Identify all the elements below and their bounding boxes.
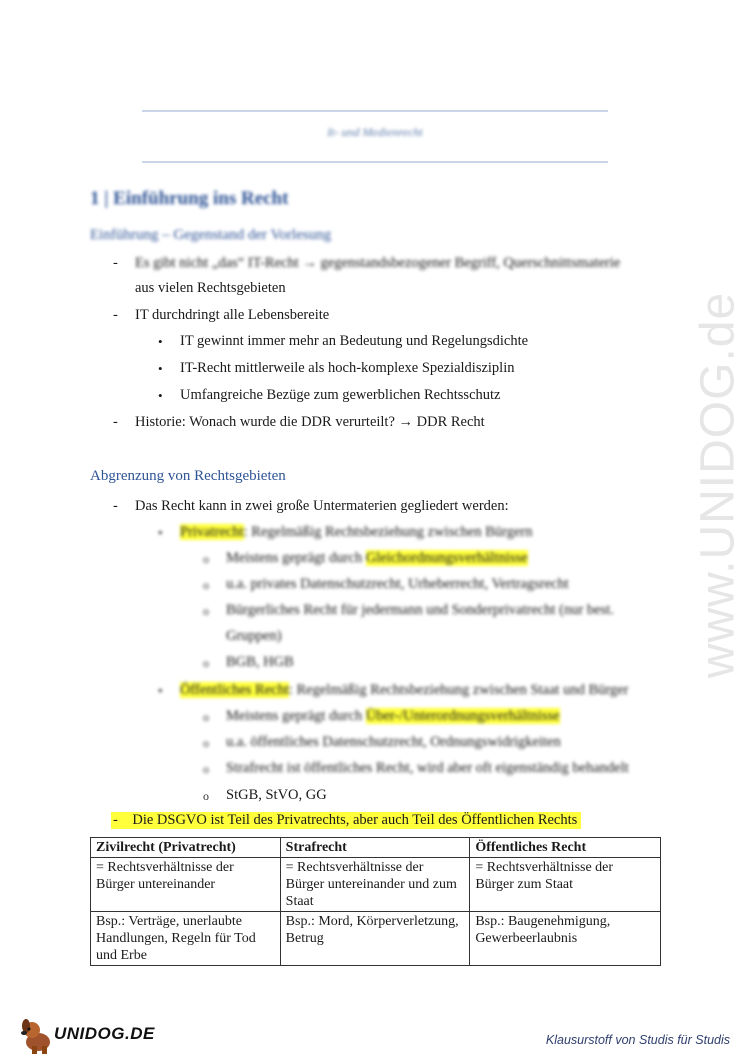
header-rule-bottom bbox=[142, 161, 608, 163]
table-header: Zivilrecht (Privatrecht) bbox=[91, 838, 281, 858]
table-row bbox=[91, 858, 661, 912]
privat-sub1-pre: Meistens geprägt durch bbox=[226, 550, 366, 566]
circle-marker: o bbox=[203, 736, 209, 750]
list-marker: - bbox=[113, 812, 133, 828]
table-cell: Bsp.: Verträge, unerlaubte Handlungen, Regeln für Tod und Erbe bbox=[91, 912, 281, 966]
bullet-marker: • bbox=[158, 683, 163, 698]
bullet-marker: • bbox=[158, 525, 163, 540]
table-header: Öffentliches Recht bbox=[470, 838, 661, 858]
comparison-table bbox=[90, 837, 661, 966]
section1-title: Einführung – Gegenstand der Vorlesung bbox=[90, 227, 332, 243]
bullet-marker: • bbox=[158, 388, 163, 403]
privat-label: Privatrecht bbox=[180, 524, 244, 540]
circle-marker: o bbox=[203, 789, 209, 803]
privat-sub3-cont: Gruppen) bbox=[226, 628, 282, 644]
list-item-text: Historie: Wonach wurde die DDR verurteilt? → DDR Recht bbox=[135, 414, 485, 430]
bullet-marker: • bbox=[158, 361, 163, 376]
bullet-item-text: IT gewinnt immer mehr an Bedeutung und Regelungsdichte bbox=[180, 333, 529, 349]
list-marker: - bbox=[113, 414, 118, 430]
oeff-rest: : Regelmäßig Rechtsbeziehung zwischen Staat und Bürger bbox=[288, 682, 629, 698]
header-title: It- und Medienrecht bbox=[327, 125, 423, 139]
list-marker: - bbox=[113, 307, 118, 323]
privat-sub2: u.a. privates Datenschutzrecht, Urheberrecht, Vertragsrecht bbox=[226, 576, 569, 592]
chapter-title: 1 | Einführung ins Recht bbox=[90, 188, 289, 209]
privat-sub1-highlight: Gleichordnungsverhältnisse bbox=[365, 550, 528, 566]
privat-sub3: Bürgerliches Recht für jedermann und Sonderprivatrecht (nur best. bbox=[226, 602, 614, 618]
list-marker: - bbox=[113, 498, 118, 514]
list-item-text: Es gibt nicht „das“ IT-Recht → gegenstandsbezogener Begriff, Querschnittsmaterie bbox=[135, 255, 621, 271]
dsgvo-line bbox=[111, 812, 581, 829]
list-item-text-cont: aus vielen Rechtsgebieten bbox=[135, 280, 286, 296]
oeff-sub1-highlight: Über-/Unterordnungsverhältnisse bbox=[365, 708, 560, 724]
oeff-sub3: Strafrecht ist öffentliches Recht, wird aber oft eigenständig behandelt bbox=[226, 760, 629, 776]
footer-logo-text: UNIDOG.DE bbox=[54, 1024, 155, 1043]
table-cell: = Rechtsverhältnisse der Bürger zum Staat bbox=[470, 858, 661, 912]
oeff-label: Öffentliches Recht bbox=[180, 682, 289, 698]
footer-tagline: Klausurstoff von Studis für Studis bbox=[545, 1033, 730, 1047]
table-row bbox=[91, 912, 661, 966]
circle-marker: o bbox=[203, 656, 209, 670]
bullet-item-text: Umfangreiche Bezüge zum gewerblichen Rechtsschutz bbox=[180, 387, 501, 403]
privat-rest: : Regelmäßig Rechtsbeziehung zwischen Bürgern bbox=[243, 524, 533, 540]
oeff-line bbox=[180, 682, 628, 699]
circle-marker: o bbox=[203, 552, 209, 566]
privat-sub4: BGB, HGB bbox=[226, 654, 294, 670]
privat-line bbox=[180, 524, 532, 541]
bullet-marker: • bbox=[158, 334, 163, 349]
circle-marker: o bbox=[203, 762, 209, 776]
circle-marker: o bbox=[203, 604, 209, 618]
section2-intro: Das Recht kann in zwei große Untermaterien gegliedert werden: bbox=[135, 498, 509, 514]
oeff-sub1 bbox=[226, 708, 560, 725]
table-header-row bbox=[91, 838, 661, 858]
list-marker: - bbox=[113, 255, 118, 271]
table-cell: = Rechtsverhältnisse der Bürger untereinander und zum Staat bbox=[280, 858, 470, 912]
header-rule-top bbox=[142, 110, 608, 112]
oeff-sub1-pre: Meistens geprägt durch bbox=[226, 708, 366, 724]
table-cell: = Rechtsverhältnisse der Bürger untereinander bbox=[91, 858, 281, 912]
circle-marker: o bbox=[203, 578, 209, 592]
circle-marker: o bbox=[203, 710, 209, 724]
table-cell: Bsp.: Mord, Körperverletzung, Betrug bbox=[280, 912, 470, 966]
table-header: Strafrecht bbox=[280, 838, 470, 858]
table-cell: Bsp.: Baugenehmigung, Gewerbeerlaubnis bbox=[470, 912, 661, 966]
privat-sub1 bbox=[226, 550, 528, 567]
oeff-sub4: StGB, StVO, GG bbox=[226, 787, 327, 803]
list-item-text: IT durchdringt alle Lebensbereite bbox=[135, 307, 330, 323]
bullet-item-text: IT-Recht mittlerweile als hoch-komplexe Spezialdisziplin bbox=[180, 360, 515, 376]
dsgvo-text: Die DSGVO ist Teil des Privatrechts, aber auch Teil des Öffentlichen Rechts bbox=[132, 812, 578, 828]
section2-title: Abgrenzung von Rechtsgebieten bbox=[90, 468, 286, 484]
watermark: www.UNIDOG.de bbox=[691, 291, 745, 679]
oeff-sub2: u.a. öffentliches Datenschutzrecht, Ordnungswidrigkeiten bbox=[226, 734, 561, 750]
